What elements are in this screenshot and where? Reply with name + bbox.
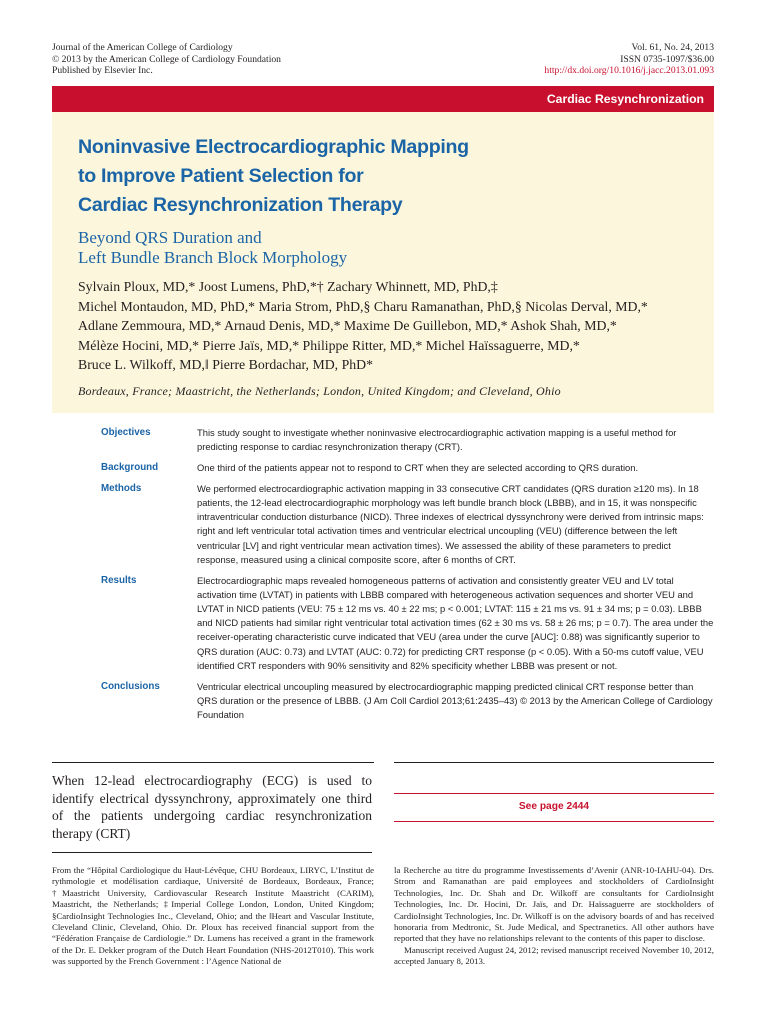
journal-header [52, 42, 281, 77]
article-subtitle [78, 228, 347, 267]
section-banner [52, 86, 714, 112]
author-line: Sylvain Ploux, MD,* Joost Lumens, PhD,*† Zachary Whinnett, MD, PhD,‡ [78, 279, 498, 294]
doi-link[interactable]: http://dx.doi.org/10.1016/j.jacc.2013.01.093 [544, 65, 714, 76]
author-list [78, 277, 708, 375]
abstract-conclusions [52, 680, 714, 723]
abstract-text: Electrocardiographic maps revealed homogeneous patterns of activation and consistently greater VEU and LV total activation time (LVTAT) in patients with LBBB compared with heterogeneous activation sequences and shorter VEU and LVTAT in NICD patients (VEU: 75 ± 12 ms vs. 40 ± 22 ms; p < 0.001; LVTAT: 115 ± 21 ms vs. 91 ± 34 ms; p = 0.03). LBBB and NICD patients had similar right ventricular total activation times (62 ± 30 ms vs. 58 ± 26 ms; p = 0.7). The area under the receiver-operating characteristic curve indicated that VEU (area under the curve [AUC]: 0.88) was significantly superior to QRS duration (AUC: 0.73) and LVTAT (AUC: 0.72) for predicting CRT response (p < 0.05). With a 50-ms cutoff value, VEU identified CRT responders with 90% sensitivity and 82% specificity whether LBBB was present or not. [197, 574, 714, 671]
abstract-label: Conclusions [101, 680, 160, 692]
abstract-text: We performed electrocardiographic activation mapping in 33 consecutive CRT candidates (QRS duration ≥120 ms). In 18 patients, the 12-lead electrocardiographic morphology was left bundle branch block (LBBB), and in 15, it was nonspecific intraventricular conduction disturbance (NICD). Three indexes of electrical dyssynchrony were derived from intrinsic maps: right and left ventricular total activation times and ventricular electrical uncoupling (VEU) (difference between the left ventricular [LV] and right ventricular mean activation times). We assessed the ability of these parameters to predict response, measured using a clinical composite score, after 6 months of CRT. [197, 482, 704, 565]
author-line: Adlane Zemmoura, MD,* Arnaud Denis, MD,* Maxime De Guillebon, MD,* Ashok Shah, MD,* [78, 318, 617, 334]
abstract-label: Objectives [101, 427, 151, 438]
title-line: to Improve Patient Selection for [78, 165, 364, 187]
issn: ISSN 0735-1097/$36.00 [620, 53, 714, 65]
author-line: Mélèze Hocini, MD,* Pierre Jaïs, MD,* Philippe Ritter, MD,* Michel Haïssaguerre, MD,* [78, 337, 580, 353]
title-line: Noninvasive Electrocardiographic Mapping [78, 136, 469, 158]
author-line: Bruce L. Wilkoff, MD,‖ Pierre Bordachar, MD, PhD* [78, 357, 374, 373]
column-divider [394, 762, 714, 763]
callout-rule-top [394, 793, 714, 794]
copyright: © 2013 by the American College of Cardiology Foundation [52, 53, 281, 65]
subtitle-line: Beyond QRS Duration and [78, 228, 262, 247]
see-page-link[interactable]: See page 2444 [518, 801, 590, 812]
abstract-label: Results [101, 574, 137, 586]
volume-info: Vol. 61, No. 24, 2013 [631, 42, 714, 53]
footnote-disclosure-text: la Recherche au titre du programme Investissements d’Avenir (ANR-10-IAHU-04). Drs. Strom and Ramanathan are paid employees and stockholders of CardioInsight Technologies, Inc. Dr. Shah and Dr. Wilkoff are consultants for CardioInsight Technologies, Inc. Dr. Hocini, Dr. Jaïs, and Dr. Haïssaguerre are stockholders of CardioInsight Technologies, Inc. Dr. Wilkoff is on the advisory boards of and has received honoraria from Medtronic, St. Jude Medical, and Spectranetics. All other authors have reported that they have no relationships relevant to the contents of this paper to disclose. [394, 865, 714, 944]
footnote-disclosures [394, 865, 714, 968]
section-banner-label: Cardiac Resynchronization [546, 92, 704, 106]
journal-name: Journal of the American College of Cardiology [52, 42, 233, 53]
abstract-background [52, 461, 714, 475]
abstract-text: Ventricular electrical uncoupling measured by electrocardiographic mapping predicted clinical CRT response better than QRS duration or the presence of LBBB. (J Am Coll Cardiol 2013;61:2435–43) © 2013 by the American College of Cardiology Foundation [197, 680, 713, 721]
affiliation-locations: Bordeaux, France; Maastricht, the Netherlands; London, United Kingdom; and Cleveland, Ohio [78, 384, 561, 398]
abstract-label: Background [101, 462, 159, 473]
abstract-results [52, 574, 714, 673]
author-line: Michel Montaudon, MD, PhD,* Maria Strom, PhD,§ Charu Ramanathan, PhD,§ Nicolas Derval, MD,* [78, 298, 648, 314]
see-page-callout[interactable] [394, 793, 714, 823]
subtitle-line: Left Bundle Branch Block Morphology [78, 247, 348, 267]
footnote-rule [52, 852, 372, 853]
publisher: Published by Elsevier Inc. [52, 65, 153, 76]
column-divider [52, 762, 374, 763]
abstract-text: This study sought to investigate whether noninvasive electrocardiographic activation mapping is a useful method for predicting response to cardiac resynchronization therapy (CRT). [197, 427, 677, 453]
issue-info [544, 42, 714, 77]
abstract-objectives [52, 426, 714, 454]
abstract-label: Methods [101, 482, 142, 494]
footnote-affiliations: From the “Hôpital Cardiologique du Haut-Lévêque, CHU Bordeaux, LIRYC, L’Institut de rythmologie et modélisation cardiaque, Université de Bordeaux, Bordeaux, France; †Maastricht University, Cardiovascular Research Institute Maastricht (CARIM), Maastricht, the Netherlands; ‡Imperial College London, London, United Kingdom; §CardioInsight Technologies Inc., Cleveland, Ohio; and the ‖Heart and Vascular Institute, Cleveland Clinic, Cleveland, Ohio. Dr. Ploux has received financial support from the “Fédération Française de Cardiologie.” Dr. Lumens has received a grant in the framework of the Dr. E. Dekker program of the Dutch Heart Foundation (NHS-2012T010). This work was supported by the French Government : l’Agence National de [52, 865, 374, 967]
abstract-methods [52, 482, 714, 567]
structured-abstract [52, 426, 714, 729]
article-title [78, 133, 638, 220]
manuscript-dates: Manuscript received August 24, 2012; revised manuscript received November 10, 2012, accepted January 8, 2013. [394, 944, 715, 967]
abstract-text: One third of the patients appear not to respond to CRT when they are selected according to QRS duration. [197, 462, 639, 473]
body-intro-text: When 12-lead electrocardiography (ECG) is used to identify electrical dyssynchrony, approximately one third of the patients undergoing cardiac resynchronization therapy (CRT) [52, 773, 372, 841]
title-line: Cardiac Resynchronization Therapy [78, 194, 403, 216]
callout-rule-bottom [394, 821, 714, 822]
